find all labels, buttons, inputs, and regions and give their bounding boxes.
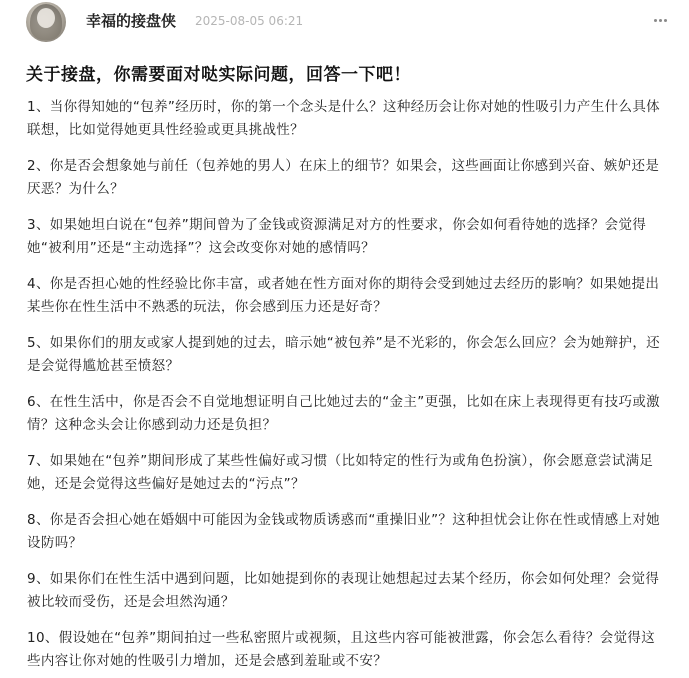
- question-item: 6、在性生活中，你是否会不自觉地想证明自己比她过去的“金主”更强，比如在床上表现得更有技巧或激情？这种念头会让你感到动力还是负担？: [27, 394, 661, 433]
- question-item: 3、如果她坦白说在“包养”期间曾为了金钱或资源满足对方的性要求，你会如何看待她的选择？会觉得她“被利用”还是“主动选择”？这会改变你对她的感情吗？: [27, 217, 647, 256]
- question-item: 7、如果她在“包养”期间形成了某些性偏好或习惯（比如特定的性行为或角色扮演），你会愿意尝试满足她，还是会觉得这些偏好是她过去的“污点”？: [27, 453, 654, 492]
- question-item: 1、当你得知她的“包养”经历时，你的第一个念头是什么？这种经历会让你对她的性吸引力产生什么具体联想，比如觉得她更具性经验或更具挑战性？: [27, 99, 661, 138]
- post-header: [0, 0, 689, 46]
- more-dot: [664, 19, 667, 22]
- question-item: 9、如果你们在性生活中遇到问题，比如她提到你的表现让她想起过去某个经历，你会如何处理？会觉得被比较而受伤，还是会坦然沟通？: [27, 571, 660, 610]
- post-timestamp: 2025-08-05 06:21: [195, 14, 304, 28]
- avatar-face: [37, 8, 55, 28]
- more-horizontal-icon[interactable]: [650, 12, 670, 28]
- more-dot: [654, 19, 657, 22]
- question-item: 5、如果你们的朋友或家人提到她的过去，暗示她“被包养”是不光彩的，你会怎么回应？会为她辩护，还是会觉得尴尬甚至愤怒？: [27, 335, 661, 374]
- question-list: [27, 96, 667, 672]
- question-item: 10、假设她在“包养”期间拍过一些私密照片或视频，且这些内容可能被泄露，你会怎么看待？会觉得这些内容让你对她的性吸引力增加，还是会感到羞耻或不安？: [27, 630, 656, 669]
- more-dot: [659, 19, 662, 22]
- question-item: 2、你是否会想象她与前任（包养她的男人）在床上的细节？如果会，这些画面让你感到兴奋、嫉妒还是厌恶？为什么？: [27, 158, 660, 197]
- question-item: 4、你是否担心她的性经验比你丰富，或者她在性方面对你的期待会受到她过去经历的影响？如果她提出某些你在性生活中不熟悉的玩法，你会感到压力还是好奇？: [27, 276, 660, 315]
- username[interactable]: 幸福的接盘侠: [86, 12, 177, 30]
- question-item: 8、你是否会担心她在婚姻中可能因为金钱或物质诱惑而“重操旧业”？这种担忧会让你在性或情感上对她设防吗？: [27, 512, 661, 551]
- post-title: 关于接盘，你需要面对哒实际问题，回答一下吧！: [26, 65, 411, 85]
- avatar[interactable]: [26, 2, 66, 42]
